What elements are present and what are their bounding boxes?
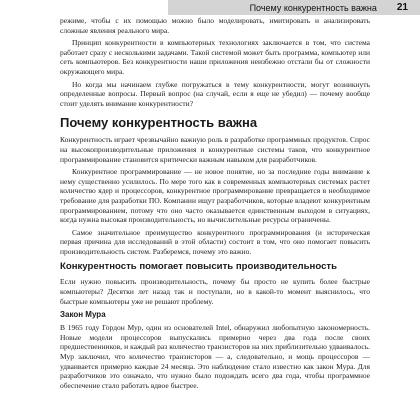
subsubsection-heading: Закон Мура (60, 310, 106, 320)
paragraph: Если нужно повысить производительность, почему бы просто не купить более быстрые компьютеры? Десятки лет назад так и поступали, но в какой-то момент выяснилось, что быстрые компьютеры уже не решают проблему. (60, 277, 370, 306)
page-content (60, 16, 370, 390)
paragraph: Принцип конкурентности в компьютерных технологиях заключается в том, что система работает сразу с несколькими задачами. Такой системой может быть программа, компьютер или сеть компьютеров. Без конкурентности наши приложения неизбежно отстали бы от сложности окружающего мира. (60, 38, 370, 76)
header-title: Почему конкурентность важна (249, 2, 377, 13)
subsection-heading: Конкурентность помогает повысить производительность (60, 261, 338, 273)
paragraph: режиме, чтобы с их помощью можно было моделировать, имитировать и анализировать сложные явления реального мира. (60, 16, 370, 35)
paragraph: Конкурентное программирование — не новое понятие, но за последние годы внимание к нему существенно усилилось. По мере того как в современных компьютерных системах растет количество ядер и процессоров, конкурентное программирование превращается в необходимое требование для разработки ПО. Компании ищут разработчиков, которые владеют конкурентным программированием, потому что оно часто оказывается единственным выходом в ситуациях, когда нужна высокая производительность, но вычислительные ресурсы ограничены. (60, 167, 370, 225)
paragraph: В 1965 году Гордон Мур, один из основателей Intel, обнаружил любопытную закономерность. Новые модели процессоров выпускались примерно через два года после своих предшественников, и каждый раз количество транзисторов на них приблизительно удваивалось. Мур заключил, что количество транзисторов — а, следовательно, и мощь процессоров — удваивается примерно каждые 24 месяца. Это наблюдение стало известно как закон Мура. Для разработчиков это означало, что нужно было подождать всего два года, чтобы программное обеспечение стало работать вдвое быстрее. (60, 323, 370, 390)
paragraph: Самое значительное преимущество конкурентного программирования (и историческая первая причина для исследований в этой области) состоит в том, что оно помогает повысить производительность систем. Разберемся, почему это важно. (60, 227, 370, 256)
paragraph: Конкурентность играет чрезвычайно важную роль в разработке программных продуктов. Спрос на высокопроизводительные приложения и конкурентные системы таков, что конкурентное программирование становится критически важным навыком для разработчиков. (60, 135, 370, 164)
running-header (168, 0, 420, 15)
paragraph: Но когда мы начинаем глубже погружаться в тему конкурентности, могут возникнуть определенные вопросы. Первый вопрос (на случай, если я еще не убедил) — почему вообще стоит уделять внимание конкурентности? (60, 79, 370, 108)
section-heading: Почему конкурентность важна (60, 115, 258, 131)
page-number: 21 (396, 2, 408, 13)
